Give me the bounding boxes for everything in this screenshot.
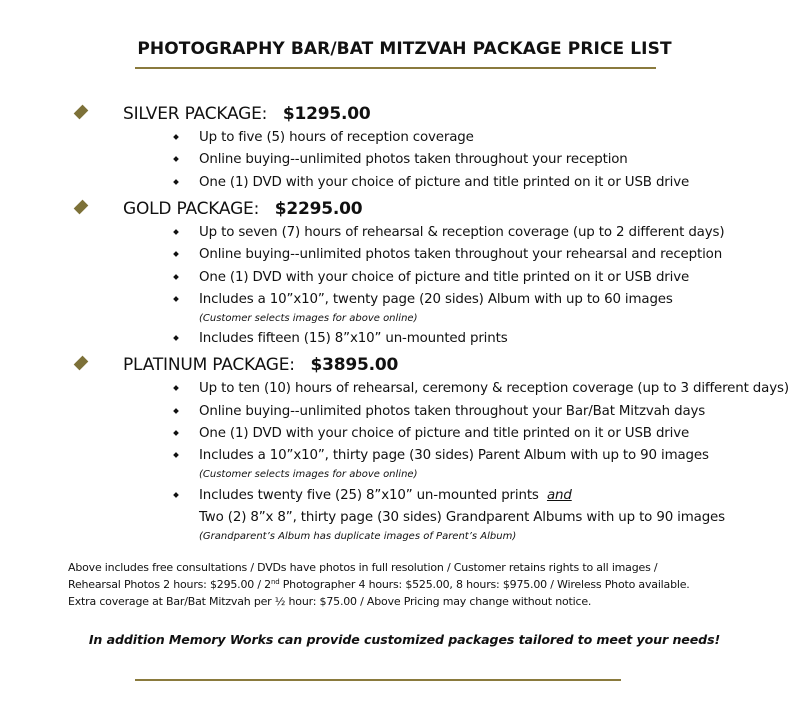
footer-line-2: Rehearsal Photos 2 hours: $295.00 / 2nd Photographer 4 hours: $525.00, 8 hours: $975.00 / Wireless Photo available.: [68, 578, 690, 591]
diamond-bullet-icon: [74, 358, 88, 372]
bullet-icon: [174, 230, 179, 235]
closing-statement: In addition Memory Works can provide customized packages tailored to meet your needs!: [88, 632, 721, 647]
gold-package-price: $2295.00: [274, 199, 363, 219]
bullet-icon: [174, 275, 179, 280]
bullet-icon: [174, 180, 179, 185]
bullet-icon: [174, 135, 179, 140]
bullet-icon: [174, 336, 179, 341]
silver-package-name: SILVER PACKAGE:: [123, 104, 268, 124]
diamond-bullet-icon: [74, 202, 88, 216]
platinum-package-name: PLATINUM PACKAGE:: [123, 355, 295, 375]
bullet-icon: [174, 409, 179, 414]
bullet-icon: [174, 252, 179, 257]
note: (Customer selects images for above online): [199, 313, 418, 324]
and-word: and: [546, 488, 572, 503]
bullet-icon: [174, 386, 179, 391]
bullet-icon: [174, 493, 179, 498]
bullet-icon: [174, 157, 179, 162]
note: (Customer selects images for above online): [199, 469, 418, 480]
diamond-bullet-icon: [74, 107, 88, 121]
note: (Grandparent’s Album has duplicate images of Parent’s Album): [199, 531, 517, 542]
bullet-icon: [174, 297, 179, 302]
page-title: PHOTOGRAPHY BAR/BAT MITZVAH PACKAGE PRICE LIST: [137, 39, 672, 59]
platinum-package-price: $3895.00: [310, 355, 399, 375]
footer-line-1: Above includes free consultations / DVDs have photos in full resolution / Customer retains rights to all images /: [68, 561, 658, 574]
gold-package-name: GOLD PACKAGE:: [123, 199, 260, 219]
bullet-icon: [174, 431, 179, 436]
silver-package-price: $1295.00: [282, 104, 371, 124]
bottom-rule: [135, 679, 621, 681]
title-underline: [135, 67, 656, 69]
bullet-icon: [174, 453, 179, 458]
footer-line-3: Extra coverage at Bar/Bat Mitzvah per ½ hour: $75.00 / Above Pricing may change without notice.: [68, 595, 592, 608]
